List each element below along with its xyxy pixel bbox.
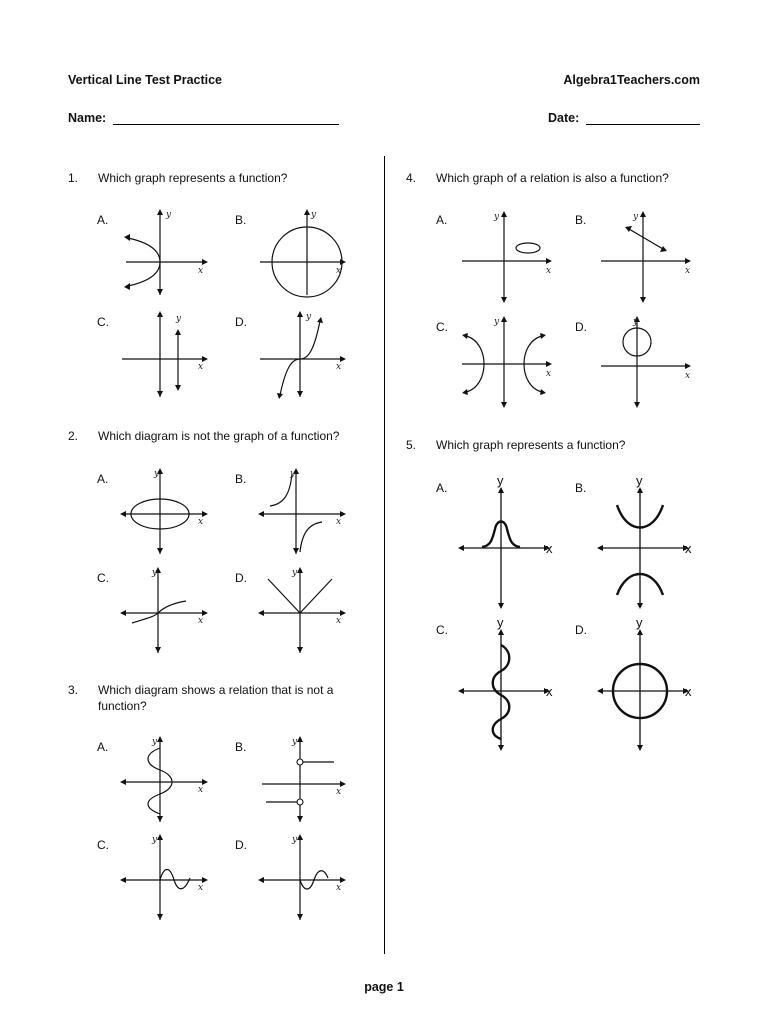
svg-text:x: x [546,266,552,276]
option-label: C. [97,315,109,329]
option-label: D. [235,838,247,852]
svg-text:x: x [336,266,342,276]
graph-4a[interactable] [458,207,554,303]
option-label: D. [235,571,247,585]
svg-text:x: x [685,266,691,276]
svg-text:y: y [497,615,504,630]
graph-1a[interactable] [118,205,208,295]
graph-4b[interactable] [597,207,693,303]
graph-3b[interactable] [256,732,346,822]
graph-3d[interactable] [256,830,346,920]
worksheet-title: Vertical Line Test Practice [68,73,223,87]
svg-text:y: y [633,317,639,327]
option-label: B. [575,481,587,495]
option-label: D. [575,623,587,637]
svg-text:x: x [336,517,342,527]
graph-1b[interactable] [256,205,346,295]
svg-text:x: x [685,371,691,381]
question-number: 3. [68,683,79,697]
svg-text:x: x [546,369,552,379]
date-label: Date: [548,111,580,125]
svg-text:y: y [292,737,298,747]
name-label: Name: [68,111,107,125]
graph-4c[interactable] [458,312,554,408]
graph-2a[interactable] [118,464,208,554]
svg-text:y: y [292,835,298,845]
page-number: page 1 [364,980,404,994]
graph-2c[interactable] [118,563,208,653]
svg-text:x: x [198,362,204,372]
svg-text:x: x [198,266,204,276]
option-label: A. [436,213,448,227]
svg-text:x: x [685,684,692,699]
svg-text:x: x [336,362,342,372]
date-field[interactable] [586,124,700,125]
svg-text:y: y [636,473,643,488]
question-text: Which graph of a relation is also a function? [436,171,669,185]
question-number: 1. [68,171,79,185]
svg-text:x: x [336,787,342,797]
graph-5a[interactable] [458,475,558,609]
svg-text:y: y [292,568,298,578]
svg-text:x: x [336,616,342,626]
graph-3a[interactable] [118,732,208,822]
option-label: D. [235,315,247,329]
svg-text:y: y [633,212,639,222]
question-number: 2. [68,429,79,443]
graph-1d[interactable] [256,307,346,397]
option-label: B. [235,472,247,486]
graph-1c[interactable] [118,307,208,397]
graph-2b[interactable] [256,464,346,554]
svg-text:x: x [198,616,204,626]
svg-text:x: x [198,883,204,893]
graph-5b[interactable] [597,475,697,609]
svg-text:x: x [336,883,342,893]
svg-text:x: x [198,517,204,527]
name-field[interactable] [113,124,339,125]
option-label: B. [235,213,247,227]
graph-2d[interactable] [256,563,346,653]
svg-text:y: y [494,212,500,222]
svg-text:y: y [166,210,172,220]
svg-text:y: y [497,473,504,488]
option-label: A. [97,472,109,486]
svg-text:y: y [152,835,158,845]
svg-text:y: y [152,737,158,747]
option-label: D. [575,320,587,334]
option-label: A. [97,740,109,754]
graph-4d[interactable] [597,312,693,408]
svg-text:y: y [494,317,500,327]
svg-text:x: x [198,785,204,795]
svg-text:x: x [546,684,553,699]
svg-text:x: x [685,541,692,556]
question-number: 4. [406,171,417,185]
option-label: B. [235,740,247,754]
option-label: B. [575,213,587,227]
question-text: Which graph represents a function? [98,171,288,185]
graph-5d[interactable] [597,617,697,751]
column-divider [384,156,385,954]
option-label: A. [436,481,448,495]
svg-text:y: y [636,615,643,630]
question-text: Which graph represents a function? [436,438,626,452]
option-label: C. [436,623,448,637]
svg-text:y: y [152,568,158,578]
option-label: C. [97,838,109,852]
question-number: 5. [406,438,417,452]
svg-text:y: y [290,469,296,479]
graph-3c[interactable] [118,830,208,920]
svg-text:y: y [311,210,317,220]
graph-5c[interactable] [458,617,558,751]
svg-text:y: y [154,469,160,479]
option-label: A. [97,213,109,227]
svg-text:x: x [546,541,553,556]
question-text: Which diagram is not the graph of a function? [98,429,340,443]
site-name: Algebra1Teachers.com [563,73,700,87]
option-label: C. [436,320,448,334]
svg-text:y: y [176,314,182,324]
option-label: C. [97,571,109,585]
svg-text:y: y [306,312,312,322]
question-text: Which diagram shows a relation that is not a function? [98,683,334,713]
